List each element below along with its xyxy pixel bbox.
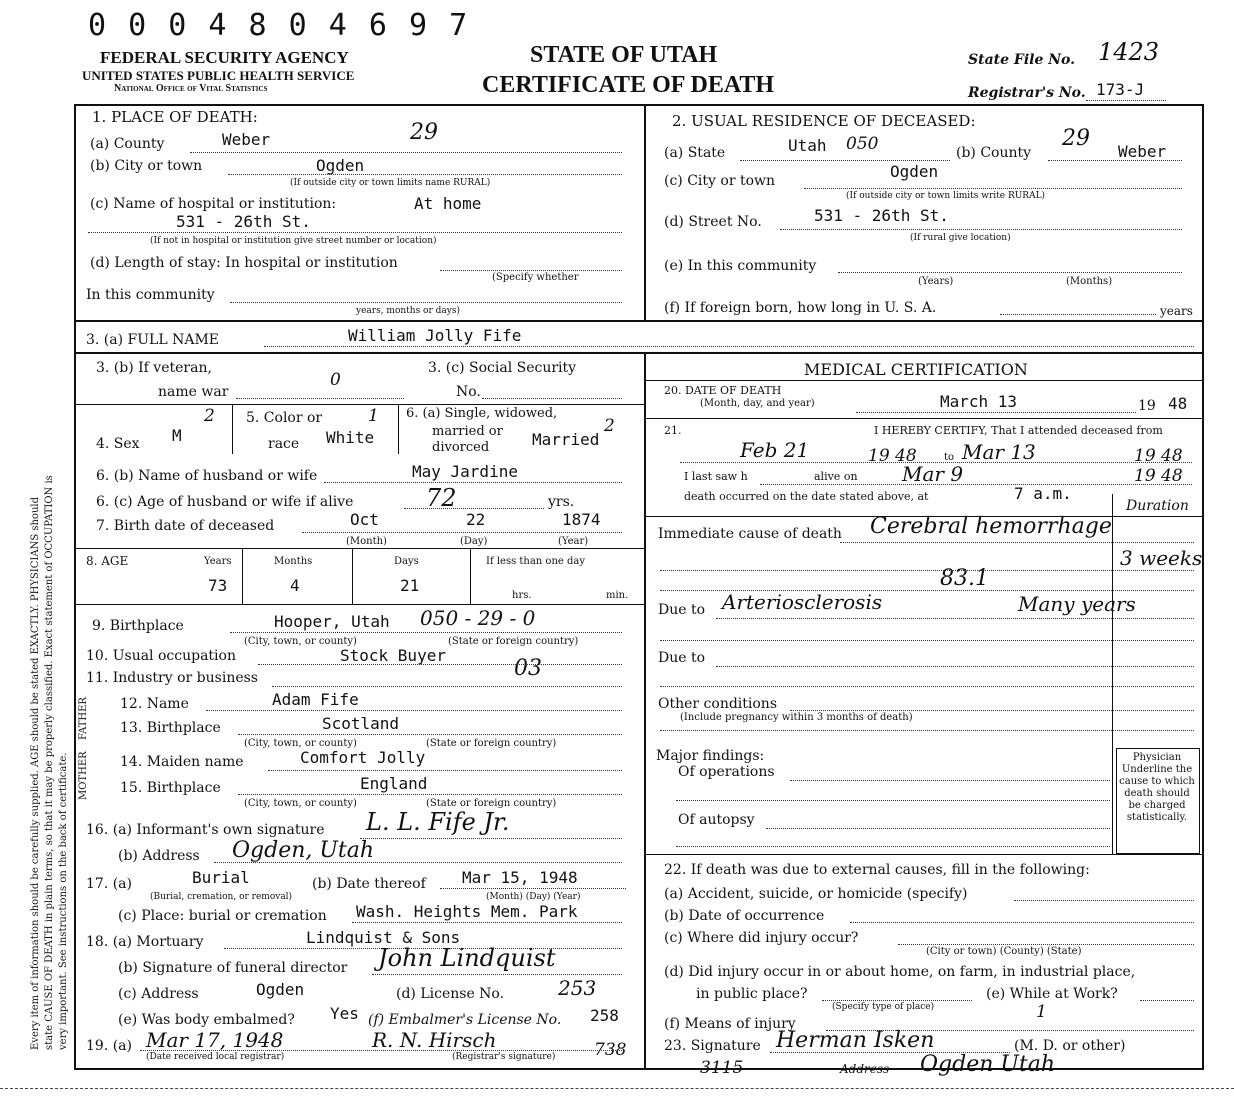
full-name-value: William Jolly Fife: [348, 326, 522, 345]
res-state-label: (a) State: [664, 145, 726, 161]
director-signature: John Lindquist: [378, 944, 556, 972]
mortuary-label: 18. (a) Mortuary: [86, 934, 204, 950]
dod-note: (Month, day, and year): [700, 398, 815, 409]
director-label: (b) Signature of funeral director: [118, 960, 348, 976]
residence-heading: 2. USUAL RESIDENCE OF DECEASED:: [672, 112, 976, 130]
father-bp-note2: (State or foreign country): [426, 738, 557, 749]
burial-date: Mar 15, 1948: [462, 868, 578, 887]
immediate-label: Immediate cause of death: [658, 526, 842, 542]
res-state-code: 050: [846, 134, 879, 154]
medical-heading: MEDICAL CERTIFICATION: [804, 360, 1028, 379]
age-months-hdr: Months: [274, 556, 313, 567]
industry-label: 11. Industry or business: [86, 670, 258, 686]
certify-num: 21.: [664, 424, 682, 437]
res-street-value: 531 - 26th St.: [814, 206, 949, 225]
age-days: 21: [400, 576, 420, 595]
occurrence-label: (b) Date of occurrence: [664, 908, 825, 924]
dod-year: 48: [1168, 394, 1188, 413]
license-label: (d) License No.: [396, 986, 505, 1002]
certify-text: I HEREBY CERTIFY, That I attended deceased from: [874, 424, 1163, 437]
birthplace-label: 9. Birthplace: [92, 618, 184, 634]
other-label: Other conditions: [658, 696, 778, 712]
side-text-2: state CAUSE OF DEATH in plain terms, so that it may be properly classified. Exact statement of OCCUPATION is: [44, 475, 55, 1050]
birth-month-label: (Month): [346, 536, 387, 547]
occupation-value: Stock Buyer: [340, 646, 446, 665]
birthplace-note2: (State or foreign country): [448, 636, 579, 647]
operations-label: Of operations: [678, 764, 775, 780]
means-label: (f) Means of injury: [664, 1016, 796, 1032]
age-years: 73: [208, 576, 228, 595]
burial-type-note: (Burial, cremation, or removal): [150, 892, 293, 902]
res-city-value: Ogden: [890, 162, 939, 181]
mother-name-label: 14. Maiden name: [120, 754, 244, 770]
sex-value: M: [172, 426, 182, 445]
due2-label: Due to: [658, 650, 706, 666]
attend-to: Mar 13: [962, 440, 1036, 464]
birth-day-label: (Day): [460, 536, 488, 547]
serial-number: 0 0 0 4 8 0 4 6 9 7: [88, 8, 470, 43]
attend-from-year: 19 48: [868, 446, 917, 466]
burial-place: Wash. Heights Mem. Park: [356, 902, 578, 921]
age-years-hdr: Years: [204, 556, 232, 567]
embalmed-value: Yes: [330, 1004, 359, 1023]
duration-header: Duration: [1126, 498, 1189, 514]
res-state-value: Utah: [788, 136, 827, 155]
registrar-num: 738: [594, 1040, 627, 1060]
informant-address: Ogden, Utah: [232, 838, 375, 863]
due1-duration: Many years: [1018, 592, 1136, 616]
age-less-hdr: If less than one day: [486, 556, 585, 567]
father-bp: Scotland: [322, 714, 400, 733]
physician-address-label: Address: [840, 1062, 890, 1076]
age-label: 8. AGE: [86, 554, 129, 568]
external-heading: 22. If death was due to external causes, fill in the following:: [664, 862, 1090, 878]
hospital-label: (c) Name of hospital or institution:: [90, 196, 337, 212]
physician-address-num: 3115: [700, 1058, 744, 1078]
color-code: 1: [368, 406, 379, 426]
community-label: In this community: [86, 287, 215, 303]
embalmer-value: 258: [590, 1006, 619, 1025]
community-note: years, months or days): [356, 306, 460, 316]
spouse-label: 6. (b) Name of husband or wife: [96, 468, 318, 484]
mother-bp-note2: (State or foreign country): [426, 798, 557, 809]
dod-label: 20. DATE OF DEATH: [664, 384, 782, 397]
father-bp-note1: (City, town, or county): [244, 738, 357, 749]
due1-value: Arteriosclerosis: [722, 590, 883, 614]
immediate-duration: 3 weeks: [1120, 546, 1203, 570]
hospital-value: At home: [414, 194, 482, 213]
death-city-label: (b) City or town: [90, 158, 203, 174]
marital-code: 2: [604, 416, 615, 436]
age-months: 4: [290, 576, 300, 595]
side-text-3: very important. See instructions on the back of certificate.: [58, 752, 69, 1050]
age-hrs: hrs.: [512, 590, 532, 601]
veteran-label: 3. (b) If veteran,: [96, 360, 212, 376]
occurred-time: 7 a.m.: [1014, 484, 1072, 503]
father-bp-label: 13. Birthplace: [120, 720, 221, 736]
res-community-label: (e) In this community: [664, 258, 817, 274]
birth-month: Oct: [350, 510, 379, 529]
mortuary-value: Lindquist & Sons: [306, 928, 461, 947]
where-notes: (City or town) (County) (State): [926, 946, 1082, 957]
res-months-label: (Months): [1066, 276, 1113, 287]
color-label: 5. Color or: [246, 410, 323, 426]
physician-address: Ogden Utah: [920, 1052, 1056, 1077]
public-label: in public place?: [696, 986, 808, 1002]
md-label: (M. D. or other): [1014, 1038, 1126, 1054]
res-foreign-unit: years: [1160, 304, 1193, 318]
res-years-label: (Years): [918, 276, 954, 287]
mother-bp-note1: (City, town, or county): [244, 798, 357, 809]
marital-value: Married: [532, 430, 600, 449]
res-street-note: (If rural give location): [910, 233, 1011, 243]
father-side-label: FATHER: [78, 697, 89, 740]
received-note: (Date received local registrar): [146, 1052, 285, 1062]
marital-label2: married or: [432, 424, 503, 439]
res-foreign-label: (f) If foreign born, how long in U. S. A.: [664, 300, 937, 316]
dod-value: March 13: [940, 392, 1018, 411]
res-city-note: (If outside city or town limits write RURAL): [846, 191, 1046, 201]
agency-line3: National Office of Vital Statistics: [114, 83, 268, 94]
ssn-label2: No.: [456, 384, 481, 400]
sex-label: 4. Sex: [96, 436, 140, 452]
bottom-border: [0, 1088, 1234, 1089]
alive-label: alive on: [814, 470, 858, 483]
father-name-label: 12. Name: [120, 696, 189, 712]
registrar-signature: R. N. Hirsch: [372, 1028, 497, 1052]
side-instructions: [0, 120, 70, 1050]
res-street-label: (d) Street No.: [664, 214, 762, 230]
ssn-label: 3. (c) Social Security: [428, 360, 577, 376]
lastseen-year: 19 48: [1134, 466, 1183, 486]
work-value: 1: [1036, 1002, 1047, 1022]
embalmer-label: (f) Embalmer's License No.: [368, 1012, 562, 1028]
death-county-value: Weber: [222, 130, 271, 149]
title-certificate: CERTIFICATE OF DEATH: [482, 72, 775, 98]
full-name-label: 3. (a) FULL NAME: [86, 332, 219, 348]
burial-date-label: (b) Date thereof: [312, 876, 426, 892]
mother-bp-label: 15. Birthplace: [120, 780, 221, 796]
registrar-value: 173-J: [1096, 80, 1145, 99]
received-label: 19. (a): [86, 1038, 132, 1054]
death-city-value: Ogden: [316, 156, 365, 175]
mother-side-label: MOTHER: [78, 751, 89, 800]
work-label: (e) While at Work?: [986, 986, 1118, 1002]
major-label: Major findings:: [656, 748, 765, 764]
registrar-sig-note: (Registrar's signature): [452, 1052, 556, 1062]
marital-label3: divorced: [432, 440, 490, 455]
form-frame: [74, 104, 1204, 1070]
dod-year-prefix: 19: [1138, 398, 1156, 414]
color-label2: race: [268, 436, 300, 452]
spouse-age-value: 72: [426, 484, 457, 512]
birth-label: 7. Birth date of deceased: [96, 518, 275, 534]
mother-bp: England: [360, 774, 428, 793]
registrar-label: Registrar's No.: [968, 85, 1086, 101]
attend-from: Feb 21: [740, 438, 810, 462]
death-county-code: 29: [410, 120, 438, 145]
informant-address-label: (b) Address: [118, 848, 200, 864]
res-county-value: Weber: [1118, 142, 1167, 161]
stay-note: (Specify whether: [492, 272, 579, 283]
immediate-code: 83.1: [940, 566, 989, 591]
physician-signature: Herman Isken: [776, 1028, 935, 1053]
res-city-label: (c) City or town: [664, 173, 776, 189]
death-county-label: (a) County: [90, 136, 165, 152]
other-note: (Include pregnancy within 3 months of death): [680, 712, 913, 723]
res-county-code: 29: [1062, 126, 1090, 151]
color-value: White: [326, 428, 375, 447]
embalmed-label: (e) Was body embalmed?: [118, 1012, 295, 1028]
attend-to-label: to: [944, 452, 955, 463]
sex-code: 2: [204, 406, 215, 426]
mortuary-address: Ogden: [256, 980, 305, 999]
side-text-1: Every item of information should be carefully supplied. AGE should be stated EXACTLY. PHYSICIANS should: [30, 497, 41, 1050]
hospital-street: 531 - 26th St.: [176, 212, 311, 231]
signature-label: 23. Signature: [664, 1038, 761, 1054]
due1-label: Due to: [658, 602, 706, 618]
birthplace-note1: (City, town, or county): [244, 636, 357, 647]
spouse-age-label: 6. (c) Age of husband or wife if alive: [96, 494, 354, 510]
birthplace-value: Hooper, Utah: [274, 612, 390, 631]
marital-label: 6. (a) Single, widowed,: [406, 406, 558, 421]
occupation-code: 03: [514, 656, 542, 681]
mother-name: Comfort Jolly: [300, 748, 426, 767]
spouse-value: May Jardine: [412, 462, 518, 481]
death-city-note: (If outside city or town limits name RURAL): [290, 178, 491, 188]
birthplace-code: 050 - 29 - 0: [420, 606, 536, 630]
state-file-value: 1423: [1098, 38, 1160, 66]
agency-line1: FEDERAL SECURITY AGENCY: [100, 48, 349, 67]
occurred-label: death occurred on the date stated above, at: [684, 490, 929, 503]
birth-year-label: (Year): [558, 536, 589, 547]
informant-sig-label: 16. (a) Informant's own signature: [86, 822, 325, 838]
lastseen-value: Mar 9: [902, 462, 964, 486]
title-state: STATE OF UTAH: [530, 42, 718, 68]
hospital-note: (If not in hospital or institution give street number or location): [150, 236, 437, 246]
stay-label: (d) Length of stay: In hospital or institution: [90, 255, 398, 271]
informant-signature: L. L. Fife Jr.: [366, 808, 510, 836]
father-name: Adam Fife: [272, 690, 359, 709]
burial-type-label: 17. (a): [86, 876, 132, 892]
license-value: 253: [558, 976, 597, 1000]
spouse-age-unit: yrs.: [548, 494, 575, 510]
where-label: (c) Where did injury occur?: [664, 930, 859, 946]
public-note: (Specify type of place): [832, 1002, 935, 1012]
occupation-label: 10. Usual occupation: [86, 648, 236, 664]
place-of-death-heading: 1. PLACE OF DEATH:: [92, 108, 258, 126]
immediate-value: Cerebral hemorrhage: [870, 514, 1112, 539]
home-label: (d) Did injury occur in or about home, on farm, in industrial place,: [664, 964, 1136, 980]
veteran-label2: name war: [158, 384, 229, 400]
accident-label: (a) Accident, suicide, or homicide (specify): [664, 886, 968, 902]
burial-type: Burial: [192, 868, 250, 887]
autopsy-label: Of autopsy: [678, 812, 755, 828]
burial-place-label: (c) Place: burial or cremation: [118, 908, 327, 924]
age-days-hdr: Days: [394, 556, 419, 567]
res-county-label: (b) County: [956, 145, 1032, 161]
attend-to-year: 19 48: [1134, 446, 1183, 466]
mortuary-address-label: (c) Address: [118, 986, 199, 1002]
agency-line2: UNITED STATES PUBLIC HEALTH SERVICE: [82, 68, 355, 83]
veteran-value: 0: [330, 370, 341, 390]
physician-underline-box: Physician Underline the cause to which death should be charged statistically.: [1119, 752, 1195, 823]
burial-date-note: (Month) (Day) (Year): [486, 892, 581, 902]
lastseen-label: I last saw h: [684, 470, 748, 483]
received-value: Mar 17, 1948: [146, 1028, 284, 1052]
birth-day: 22: [466, 510, 486, 529]
age-min: min.: [606, 590, 629, 601]
birth-year: 1874: [562, 510, 601, 529]
state-file-label: State File No.: [968, 52, 1076, 68]
